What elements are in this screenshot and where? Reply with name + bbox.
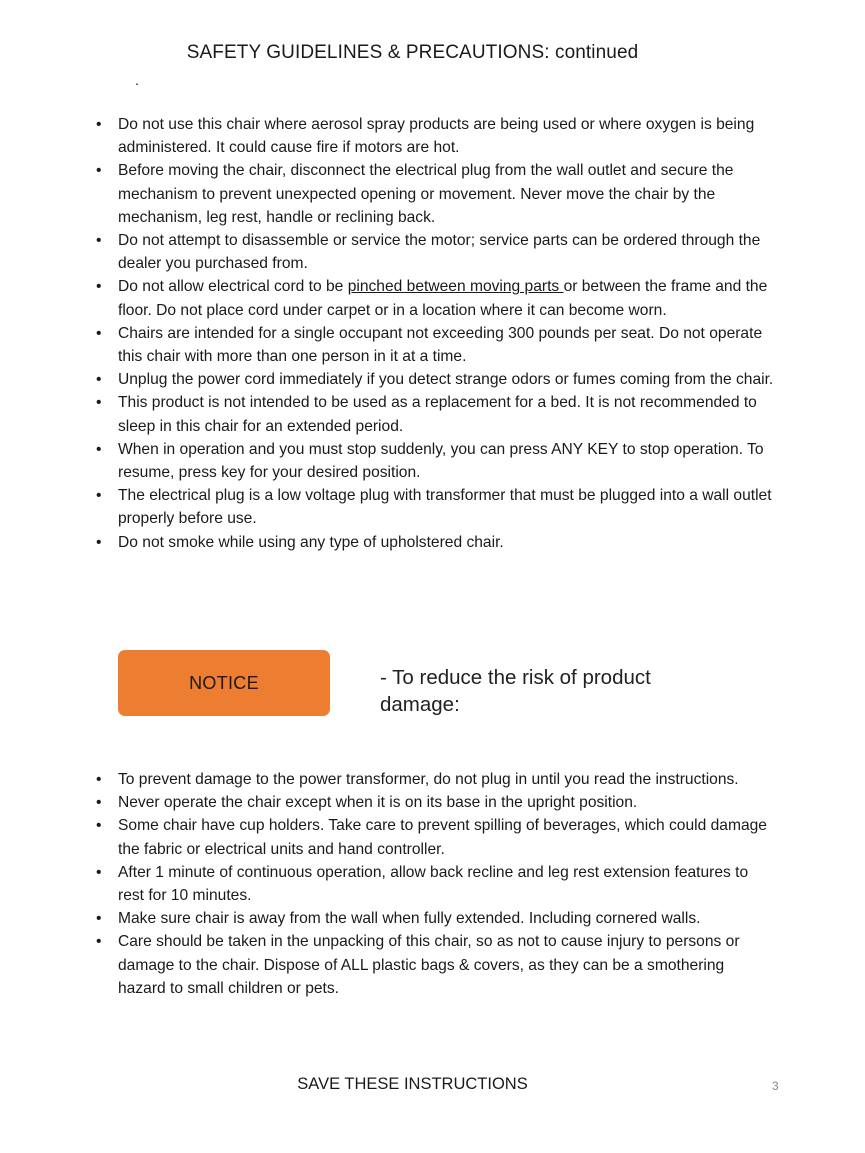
safety-guidelines-list (95, 113, 775, 554)
list-item: • Before moving the chair, disconnect the electrical plug from the wall outlet and secure the mechanism to prevent unexpected opening or movement. Never move the chair by the mechanism, leg rest, handle or reclining back. (95, 159, 775, 229)
list-item: • Do not use this chair where aerosol spray products are being used or where oxygen is being administered. It could cause fire if motors are hot. (95, 113, 775, 159)
list-item: • When in operation and you must stop suddenly, you can press ANY KEY to stop operation. To resume, press key for your desired position. (95, 438, 775, 484)
list-item: • Care should be taken in the unpacking of this chair, so as not to cause injury to persons or damage to the chair. Dispose of ALL plastic bags & covers, as they can be a smothering hazard to small children or pets. (95, 930, 775, 1000)
notice-heading: - To reduce the risk of product damage: (380, 666, 651, 716)
list-item: • To prevent damage to the power transformer, do not plug in until you read the instructions. (95, 768, 775, 791)
list-item: • After 1 minute of continuous operation, allow back recline and leg rest extension features to rest for 10 minutes. (95, 861, 775, 907)
list-item: • The electrical plug is a low voltage plug with transformer that must be plugged into a wall outlet properly before use. (95, 484, 775, 530)
underlined-phrase: pinched between moving parts (347, 278, 564, 296)
list-item: • Do not smoke while using any type of upholstered chair. (95, 531, 775, 554)
list-item-text: or between the frame and the floor. Do not place cord under carpet or in a location where it can become worn. (118, 278, 768, 319)
list-item-text: Do not allow electrical cord to be (118, 278, 348, 296)
list-item: • Chairs are intended for a single occupant not exceeding 300 pounds per seat. Do not operate this chair with more than one person in it at a time. (95, 322, 775, 368)
notice-label: NOTICE (189, 672, 259, 693)
stray-dot: . (135, 72, 139, 88)
list-item (95, 275, 775, 321)
list-item: • Some chair have cup holders. Take care to prevent spilling of beverages, which could damage the fabric or electrical units and hand controller. (95, 814, 775, 860)
page-number: 3 (772, 1079, 779, 1093)
list-item: • Unplug the power cord immediately if you detect strange odors or fumes coming from the chair. (95, 368, 775, 391)
notice-badge (118, 650, 330, 716)
notice-list (95, 768, 775, 1000)
list-item: • Never operate the chair except when it is on its base in the upright position. (95, 791, 775, 814)
list-item: • This product is not intended to be used as a replacement for a bed. It is not recommended to sleep in this chair for an extended period. (95, 391, 775, 437)
footer-text: SAVE THESE INSTRUCTIONS (297, 1075, 528, 1093)
list-item: • Make sure chair is away from the wall when fully extended. Including cornered walls. (95, 907, 775, 930)
list-item: • Do not attempt to disassemble or service the motor; service parts can be ordered through the dealer you purchased from. (95, 229, 775, 275)
page-title: SAFETY GUIDELINES & PRECAUTIONS: continued (186, 42, 639, 63)
